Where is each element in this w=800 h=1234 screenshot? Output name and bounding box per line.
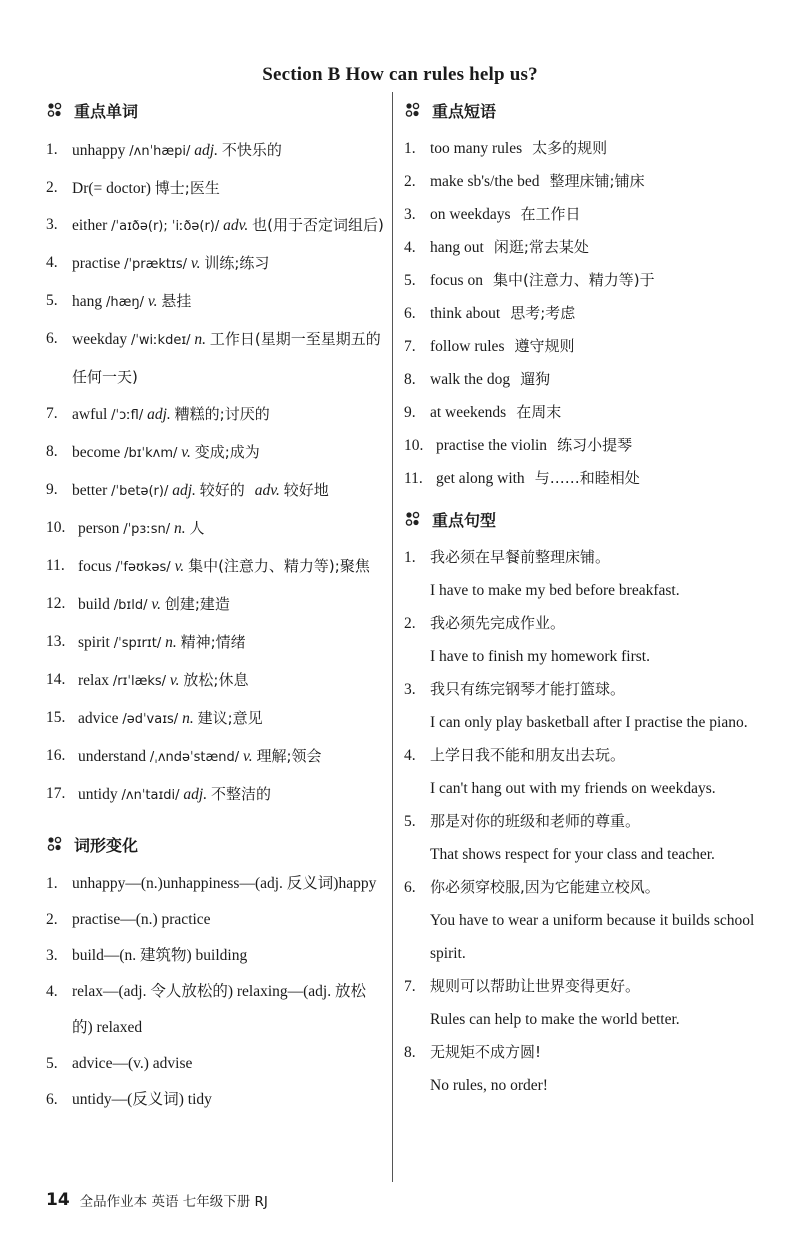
list-item xyxy=(404,429,764,462)
book-title: 全品作业本 英语 七年级下册 RJ xyxy=(79,1194,268,1210)
section-title-words: 重点单词 xyxy=(74,101,139,121)
phonetic: /ˈwiːkdeɪ/ xyxy=(130,333,191,348)
sentence-body xyxy=(430,1036,764,1102)
section-title-phrases: 重点短语 xyxy=(432,101,497,121)
sentence-item xyxy=(404,673,764,739)
item-number: 14. xyxy=(46,671,66,688)
list-item xyxy=(46,866,386,902)
item-text xyxy=(430,396,764,429)
page-footer xyxy=(46,1188,268,1212)
item-text xyxy=(430,363,764,396)
part-of-speech: n. xyxy=(165,634,177,651)
item-text xyxy=(430,198,764,231)
item-number: 5. xyxy=(46,1055,58,1072)
list-item xyxy=(46,510,386,548)
list-item xyxy=(46,321,386,396)
phrase-cn: 遵守规则 xyxy=(514,337,575,355)
phonetic: /ˈaɪðə(r); ˈiːðə(r)/ xyxy=(111,219,220,234)
item-text xyxy=(72,283,386,321)
sentence-body xyxy=(430,970,764,1036)
item-number: 13. xyxy=(46,633,66,650)
meaning: 人 xyxy=(189,519,205,537)
phrase-cn: 集中(注意力、精力等)于 xyxy=(492,271,655,289)
phrase-cn: 在工作日 xyxy=(520,205,581,223)
item-number: 2. xyxy=(404,615,416,632)
sentence-item xyxy=(404,970,764,1036)
item-text xyxy=(436,462,764,495)
phrase-en: hang out xyxy=(430,239,484,256)
word-list xyxy=(46,132,386,814)
item-number: 15. xyxy=(46,709,66,726)
phrase-en: at weekends xyxy=(430,404,507,421)
phrase-cn: 闲逛;常去某处 xyxy=(493,238,589,256)
item-text xyxy=(430,330,764,363)
sentence-en: You have to wear a uniform because it builds school spirit. xyxy=(430,912,755,962)
meaning: 较好地 xyxy=(283,481,329,499)
part-of-speech: n. xyxy=(182,710,194,727)
sentence-en: Rules can help to make the world better. xyxy=(430,1011,680,1028)
sentence-zh: 上学日我不能和朋友出去玩。 xyxy=(430,746,626,764)
list-item xyxy=(404,363,764,396)
item-text xyxy=(72,207,386,245)
part-of-speech: adv. xyxy=(254,482,280,499)
list-item xyxy=(46,700,386,738)
sentence-item xyxy=(404,871,764,970)
sentence-body xyxy=(430,805,764,871)
phonetic: /ˈspɪrɪt/ xyxy=(113,636,162,651)
list-item xyxy=(404,297,764,330)
item-number: 10. xyxy=(46,519,66,536)
meaning: 也(用于否定词组后) xyxy=(252,216,384,234)
flower-icon xyxy=(46,836,68,852)
phonetic: /rɪˈlæks/ xyxy=(112,674,167,689)
list-item xyxy=(46,283,386,321)
sentence-en: I can only play basketball after I practise the piano. xyxy=(430,714,748,731)
phonetic: /ʌnˈtaɪdi/ xyxy=(121,788,180,803)
item-number: 1. xyxy=(46,875,58,892)
left-column xyxy=(46,94,386,1118)
phrase-cn: 练习小提琴 xyxy=(557,436,633,454)
list-item xyxy=(46,472,386,510)
sentence-zh: 我必须先完成作业。 xyxy=(430,614,566,632)
part-of-speech: v. xyxy=(174,558,185,575)
word: better xyxy=(72,482,108,499)
part-of-speech: adj. xyxy=(183,786,208,803)
item-text xyxy=(72,321,386,396)
sentence-list xyxy=(404,541,764,1102)
phrase-en: follow rules xyxy=(430,338,505,355)
section-title-sentences: 重点句型 xyxy=(432,510,497,530)
word-form-text: untidy—(反义词) tidy xyxy=(72,1091,212,1108)
word: become xyxy=(72,444,121,461)
item-text xyxy=(430,231,764,264)
list-item xyxy=(46,1046,386,1082)
word: either xyxy=(72,217,108,234)
item-number: 6. xyxy=(46,1091,58,1108)
meaning: 精神;情绪 xyxy=(180,633,246,651)
item-number: 10. xyxy=(404,437,424,454)
word: spirit xyxy=(78,634,110,651)
sentence-en: I have to finish my homework first. xyxy=(430,648,650,665)
sentence-item xyxy=(404,607,764,673)
sentence-zh: 无规矩不成方圆! xyxy=(430,1043,542,1061)
item-number: 9. xyxy=(404,404,416,421)
word-form-list xyxy=(46,866,386,1118)
item-number: 3. xyxy=(404,681,416,698)
part-of-speech: n. xyxy=(173,520,186,537)
list-item xyxy=(46,1082,386,1118)
part-of-speech: v. xyxy=(242,748,253,765)
phonetic: /hæŋ/ xyxy=(106,295,145,310)
list-item xyxy=(404,165,764,198)
list-item xyxy=(404,330,764,363)
item-number: 4. xyxy=(404,239,416,256)
part-of-speech: adj. xyxy=(147,406,171,423)
word: focus xyxy=(78,558,112,575)
item-number: 3. xyxy=(46,216,58,233)
sentence-en: That shows respect for your class and teacher. xyxy=(430,846,715,863)
sentence-en: I have to make my bed before breakfast. xyxy=(430,582,680,599)
item-number: 9. xyxy=(46,481,58,498)
item-text xyxy=(430,165,764,198)
list-item xyxy=(46,245,386,283)
meaning: 工作日(星期一至星期五的任何一天) xyxy=(72,330,381,386)
item-text xyxy=(78,738,386,776)
sentence-item xyxy=(404,805,764,871)
word: practise xyxy=(72,255,121,272)
list-item xyxy=(46,434,386,472)
part-of-speech: v. xyxy=(151,596,161,613)
phonetic: /ədˈvaɪs/ xyxy=(122,712,179,727)
phonetic: /bɪˈkʌm/ xyxy=(124,446,178,461)
column-divider xyxy=(392,92,393,1182)
list-item xyxy=(46,938,386,974)
word: understand xyxy=(78,748,147,765)
list-item xyxy=(46,207,386,245)
page-number: 14 xyxy=(46,1190,70,1210)
item-number: 8. xyxy=(404,371,416,388)
sentence-item xyxy=(404,541,764,607)
item-text xyxy=(72,132,386,170)
word: hang xyxy=(72,293,103,310)
word: untidy xyxy=(78,786,118,803)
sentence-body xyxy=(430,673,764,739)
section-header-phrases xyxy=(404,94,764,126)
item-number: 4. xyxy=(46,983,58,1000)
phonetic: /bɪld/ xyxy=(113,598,148,613)
meaning: 糟糕的;讨厌的 xyxy=(174,405,270,423)
list-item xyxy=(46,974,386,1046)
list-item xyxy=(404,462,764,495)
item-number: 11. xyxy=(404,470,423,487)
list-item xyxy=(46,902,386,938)
item-number: 6. xyxy=(404,305,416,322)
meaning: 建议;意见 xyxy=(197,709,263,727)
phrase-cn: 太多的规则 xyxy=(532,139,608,157)
item-number: 7. xyxy=(404,338,416,355)
meaning: 悬挂 xyxy=(161,292,192,310)
sentence-body xyxy=(430,607,764,673)
phrase-en: get along with xyxy=(436,470,525,487)
meaning: 不整洁的 xyxy=(210,785,271,803)
item-text xyxy=(72,170,386,207)
phrase-en: walk the dog xyxy=(430,371,511,388)
section-title-forms: 词形变化 xyxy=(74,835,139,855)
phrase-en: too many rules xyxy=(430,140,523,157)
item-number: 2. xyxy=(46,911,58,928)
list-item xyxy=(404,132,764,165)
item-text xyxy=(78,776,386,814)
item-text xyxy=(78,700,386,738)
item-text xyxy=(72,472,386,510)
item-text xyxy=(430,264,764,297)
part-of-speech: v. xyxy=(147,293,158,310)
sentence-en: No rules, no order! xyxy=(430,1077,548,1094)
section-header-sentences xyxy=(404,503,764,535)
item-text xyxy=(430,297,764,330)
sentence-zh: 你必须穿校服,因为它能建立校风。 xyxy=(430,878,660,896)
item-text xyxy=(78,662,386,700)
sentence-zh: 那是对你的班级和老师的尊重。 xyxy=(430,812,641,830)
item-text xyxy=(72,245,386,283)
word: unhappy xyxy=(72,142,126,159)
sentence-zh: 我必须在早餐前整理床铺。 xyxy=(430,548,611,566)
page-title: Section B How can rules help us? xyxy=(262,64,538,85)
list-item xyxy=(46,548,386,586)
list-item xyxy=(46,132,386,170)
item-number: 12. xyxy=(46,595,66,612)
item-number: 5. xyxy=(404,813,416,830)
sentence-item xyxy=(404,1036,764,1102)
part-of-speech: v. xyxy=(181,444,191,461)
item-number: 5. xyxy=(404,272,416,289)
flower-icon xyxy=(404,511,426,527)
word: advice xyxy=(78,710,119,727)
sentence-body xyxy=(430,739,764,805)
item-text xyxy=(78,624,386,662)
item-number: 1. xyxy=(46,141,58,158)
item-text xyxy=(430,132,764,165)
list-item xyxy=(404,264,764,297)
word: person xyxy=(78,520,120,537)
list-item xyxy=(46,396,386,434)
item-number: 8. xyxy=(404,1044,416,1061)
meaning: 不快乐的 xyxy=(221,141,282,159)
item-number: 5. xyxy=(46,292,58,309)
sentence-en: I can't hang out with my friends on weekdays. xyxy=(430,780,716,797)
phonetic: /ʌnˈhæpi/ xyxy=(129,144,191,159)
sentence-item xyxy=(404,739,764,805)
section-header-forms xyxy=(46,828,386,860)
part-of-speech: adj. xyxy=(172,482,196,499)
list-item xyxy=(46,624,386,662)
meaning: 创建;建造 xyxy=(164,595,230,613)
phrase-en: make sb's/the bed xyxy=(430,173,540,190)
sentence-body xyxy=(430,541,764,607)
list-item xyxy=(46,662,386,700)
item-number: 2. xyxy=(404,173,416,190)
item-number: 16. xyxy=(46,747,66,764)
meaning: 博士;医生 xyxy=(154,179,220,197)
sentence-zh: 我只有练完钢琴才能打篮球。 xyxy=(430,680,626,698)
phrase-cn: 思考;考虑 xyxy=(510,304,576,322)
item-text xyxy=(78,548,386,586)
word-form-text: practise—(n.) practice xyxy=(72,911,211,928)
sentence-body xyxy=(430,871,764,970)
word: relax xyxy=(78,672,109,689)
phrase-cn: 遛狗 xyxy=(520,370,551,388)
meaning: 放松;休息 xyxy=(183,671,249,689)
item-text xyxy=(72,396,386,434)
part-of-speech: adv. xyxy=(223,217,249,234)
phrase-list xyxy=(404,132,764,495)
phonetic: /ˈɔːfl/ xyxy=(111,408,144,423)
part-of-speech: v. xyxy=(190,255,201,272)
part-of-speech: n. xyxy=(194,331,207,348)
sentence-zh: 规则可以帮助让世界变得更好。 xyxy=(430,977,641,995)
list-item xyxy=(46,776,386,814)
item-text xyxy=(78,510,386,548)
word: Dr(= doctor) xyxy=(72,180,151,197)
item-number: 6. xyxy=(404,879,416,896)
phrase-en: think about xyxy=(430,305,501,322)
part-of-speech: adj. xyxy=(194,142,218,159)
meaning: 集中(注意力、精力等);聚焦 xyxy=(188,557,370,575)
item-number: 4. xyxy=(404,747,416,764)
phonetic: /ˈbetə(r)/ xyxy=(111,484,169,499)
list-item xyxy=(404,198,764,231)
item-text xyxy=(72,434,386,472)
item-number: 4. xyxy=(46,254,58,271)
list-item xyxy=(404,231,764,264)
item-number: 7. xyxy=(404,978,416,995)
word-form-text: relax—(adj. 令人放松的) relaxing—(adj. 放松的) relaxed xyxy=(72,983,366,1036)
phonetic: /ˌʌndəˈstænd/ xyxy=(149,750,240,765)
list-item xyxy=(46,170,386,207)
item-number: 6. xyxy=(46,330,58,347)
word-form-text: build—(n. 建筑物) building xyxy=(72,947,248,964)
phrase-en: focus on xyxy=(430,272,483,289)
meaning: 理解;领会 xyxy=(256,747,322,765)
right-column xyxy=(404,94,764,1102)
list-item xyxy=(46,738,386,776)
item-number: 17. xyxy=(46,785,66,802)
item-number: 11. xyxy=(46,557,65,574)
item-number: 3. xyxy=(404,206,416,223)
phonetic: /ˈpræktɪs/ xyxy=(124,257,188,272)
flower-icon xyxy=(46,102,68,118)
item-number: 3. xyxy=(46,947,58,964)
phonetic: /ˈfəʊkəs/ xyxy=(115,560,171,575)
item-text xyxy=(78,586,386,624)
meaning: 较好的 xyxy=(199,481,245,499)
flower-icon xyxy=(404,102,426,118)
part-of-speech: v. xyxy=(169,672,180,689)
word-form-text: unhappy—(n.)unhappiness—(adj. 反义词)happy xyxy=(72,875,377,892)
item-number: 7. xyxy=(46,405,58,422)
phrase-en: on weekdays xyxy=(430,206,511,223)
item-number: 1. xyxy=(404,549,416,566)
phonetic: /ˈpɜːsn/ xyxy=(123,522,171,537)
word-form-text: advice—(v.) advise xyxy=(72,1055,193,1072)
meaning: 变成;成为 xyxy=(194,443,260,461)
item-number: 8. xyxy=(46,443,58,460)
word: awful xyxy=(72,406,108,423)
word: build xyxy=(78,596,110,613)
list-item xyxy=(404,396,764,429)
phrase-cn: 与……和睦相处 xyxy=(534,469,640,487)
meaning: 训练;练习 xyxy=(204,254,270,272)
phrase-cn: 在周末 xyxy=(516,403,562,421)
item-number: 1. xyxy=(404,140,416,157)
phrase-en: practise the violin xyxy=(436,437,548,454)
item-number: 2. xyxy=(46,179,58,196)
phrase-cn: 整理床铺;铺床 xyxy=(549,172,645,190)
list-item xyxy=(46,586,386,624)
item-text xyxy=(436,429,764,462)
section-header-words xyxy=(46,94,386,126)
word: weekday xyxy=(72,331,128,348)
